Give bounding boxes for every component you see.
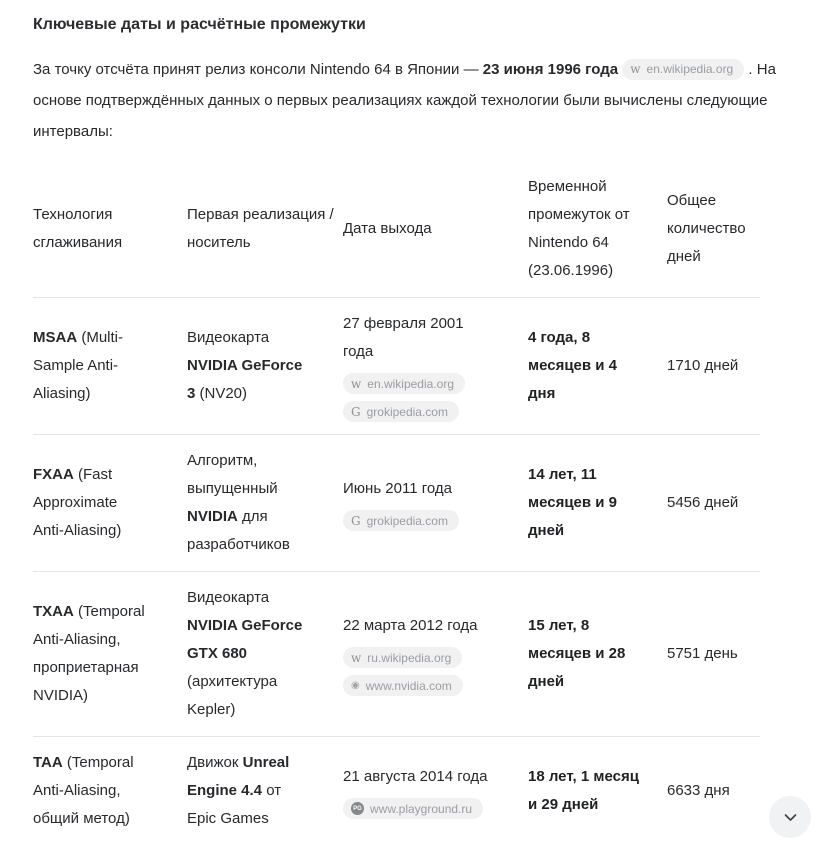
text: от Epic Games — [187, 782, 281, 827]
intro-citation-slot — [622, 61, 744, 78]
cell-total-days: 6633 дня — [667, 737, 760, 845]
text: (Temporal Anti-Aliasing, проприетарная NVIDIA) — [33, 603, 145, 704]
column-header: Дата выхода — [343, 161, 528, 298]
citation-pill[interactable] — [343, 675, 463, 696]
text: для разработчиков — [187, 508, 290, 553]
bold-text: MSAA — [33, 329, 77, 346]
citation-list — [343, 510, 494, 531]
column-header: Общее количество дней — [667, 161, 760, 298]
cell-first-implementation — [187, 572, 343, 737]
citation-label: en.wikipedia.org — [367, 370, 454, 398]
cell-release-date — [343, 737, 528, 845]
cell-technology — [33, 737, 187, 845]
cell-first-implementation — [187, 737, 343, 845]
cell-time-interval: 14 лет, 11 месяцев и 9 дней — [528, 435, 667, 572]
playground-icon: PG — [351, 802, 364, 815]
text: (NV20) — [195, 385, 247, 402]
release-date-text: 21 августа 2014 года — [343, 763, 494, 791]
citation-pill[interactable] — [622, 59, 744, 80]
release-date-text: 22 марта 2012 года — [343, 612, 494, 640]
wikipedia-icon: w — [351, 652, 361, 664]
release-date-text: Июнь 2011 года — [343, 475, 494, 503]
intro-text-pre: За точку отсчёта принят релиз консоли Nintendo 64 в Японии — — [33, 61, 483, 78]
text: Движок — [187, 754, 243, 771]
cell-time-interval: 15 лет, 8 месяцев и 28 дней — [528, 572, 667, 737]
table-row — [33, 298, 760, 435]
citation-list — [343, 373, 494, 422]
citation-list — [343, 647, 494, 696]
table-body — [33, 298, 760, 845]
release-date-text: 27 февраля 2001 года — [343, 310, 494, 366]
scroll-down-button[interactable] — [769, 796, 811, 838]
wikipedia-icon: w — [630, 63, 640, 75]
citation-pill[interactable] — [343, 647, 462, 668]
key-dates-table — [33, 161, 760, 845]
text: Видеокарта — [187, 329, 269, 346]
table-row — [33, 737, 760, 845]
table-row — [33, 572, 760, 737]
citation-label: grokipedia.com — [367, 507, 448, 535]
citation-list — [343, 798, 494, 819]
citation-pill[interactable] — [343, 798, 483, 819]
citation-pill[interactable] — [343, 401, 459, 422]
text: Алгоритм, выпущенный — [187, 452, 278, 497]
citation-label: ru.wikipedia.org — [367, 644, 451, 672]
text: (Multi-Sample Anti-Aliasing) — [33, 329, 123, 402]
cell-time-interval: 4 года, 8 месяцев и 4 дня — [528, 298, 667, 435]
chevron-down-icon — [782, 809, 799, 826]
citation-pill[interactable] — [343, 510, 459, 531]
bold-text: TXAA — [33, 603, 74, 620]
cell-release-date — [343, 572, 528, 737]
citation-label: www.playground.ru — [370, 795, 472, 823]
text: (Temporal Anti-Aliasing, общий метод) — [33, 754, 134, 827]
cell-total-days: 1710 дней — [667, 298, 760, 435]
cell-release-date — [343, 435, 528, 572]
grokipedia-icon: G — [351, 406, 361, 418]
citation-label: en.wikipedia.org — [647, 54, 734, 85]
text: (архитектура Kepler) — [187, 673, 277, 718]
bold-text: Unreal Engine 4.4 — [187, 754, 289, 799]
table-row — [33, 435, 760, 572]
citation-label: grokipedia.com — [367, 398, 448, 426]
intro-text-post: . На основе подтверждённых данных о первых реализациях каждой технологии были вычислены следующие интервалы: — [33, 61, 776, 140]
text: (Fast Approximate Anti-Aliasing) — [33, 466, 121, 539]
cell-first-implementation — [187, 298, 343, 435]
page-title: Ключевые даты и расчётные промежутки — [33, 16, 786, 34]
intro-date-bold: 23 июня 1996 года — [483, 61, 618, 78]
intro-paragraph — [33, 54, 781, 147]
citation-label: www.nvidia.com — [366, 672, 452, 700]
bold-text: NVIDIA — [187, 508, 238, 525]
bold-text: NVIDIA GeForce 3 — [187, 357, 302, 402]
nvidia-icon: ◉ — [351, 681, 360, 691]
cell-first-implementation — [187, 435, 343, 572]
column-header: Временной промежуток от Nintendo 64 (23.06.1996) — [528, 161, 667, 298]
bold-text: TAA — [33, 754, 63, 771]
cell-technology — [33, 572, 187, 737]
cell-technology — [33, 435, 187, 572]
cell-technology — [33, 298, 187, 435]
bold-text: NVIDIA GeForce GTX 680 — [187, 617, 302, 662]
cell-release-date — [343, 298, 528, 435]
cell-total-days: 5456 дней — [667, 435, 760, 572]
table-header-row — [33, 161, 760, 298]
grokipedia-icon: G — [351, 515, 361, 527]
citation-pill[interactable] — [343, 373, 465, 394]
text: Видеокарта — [187, 589, 269, 606]
column-header: Технология сглаживания — [33, 161, 187, 298]
cell-total-days: 5751 день — [667, 572, 760, 737]
bold-text: FXAA — [33, 466, 74, 483]
column-header: Первая реализация / носитель — [187, 161, 343, 298]
cell-time-interval: 18 лет, 1 месяц и 29 дней — [528, 737, 667, 845]
wikipedia-icon: w — [351, 378, 361, 390]
